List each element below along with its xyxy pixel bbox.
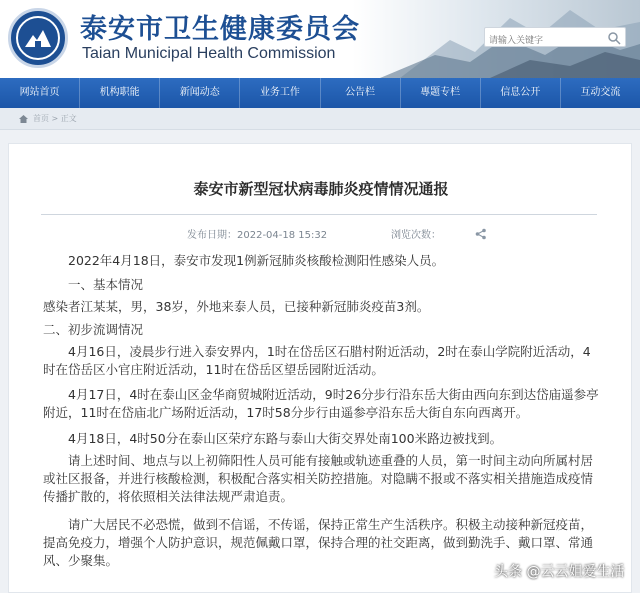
watermark: 头条 @云云姐爱生活 bbox=[494, 564, 625, 580]
nav-item-interaction[interactable]: 互动交流 bbox=[580, 87, 621, 98]
home-icon[interactable] bbox=[18, 114, 29, 124]
section-heading-basic: 一、基本情况 bbox=[68, 277, 144, 292]
article-title: 泰安市新型冠状病毒肺炎疫情情况通报 bbox=[193, 180, 449, 198]
breadcrumb-text[interactable]: 首页 > 正文 bbox=[33, 114, 77, 123]
nav-item-functions[interactable]: 机构职能 bbox=[80, 78, 160, 108]
site-title: 泰安市卫生健康委员会 bbox=[80, 14, 360, 45]
article-paragraph: 感染者江某某，男，38岁，外地来泰人员，已接种新冠肺炎疫苗3剂。 bbox=[43, 299, 430, 314]
site-subtitle: Taian Municipal Health Commission bbox=[82, 45, 336, 62]
article-paragraph: 4月16日，凌晨步行进入泰安界内，1时在岱岳区石腊村附近活动，2时在泰山学院附近活动，4时在岱岳区小官庄附近活动，11时在岱岳区望岳园附近活动。 bbox=[43, 344, 591, 377]
article-panel bbox=[8, 143, 632, 593]
nav-item-work[interactable]: 业务工作 bbox=[240, 78, 320, 108]
section-heading-trace: 二、初步流调情况 bbox=[43, 322, 144, 337]
article-paragraph: 4月17日，4时在泰山区金华商贸城附近活动，9时26分步行沿东岳大街由西向东到达岱庙遥参亭附近，11时在岱庙北广场附近活动，17时58分步行由遥参亭沿东岳大街自东向西离开。 bbox=[43, 387, 599, 420]
title-divider bbox=[41, 214, 597, 215]
share-icon[interactable] bbox=[475, 228, 487, 240]
search-input[interactable] bbox=[485, 32, 603, 50]
article-paragraph: 请广大居民不必恐慌，做到不信谣，不传谣，保持正常生产生活秩序。积极主动接种新冠疫苗，提高免疫力，增强个人防护意识，规范佩戴口罩，保持合理的社交距离，做到勤洗手、戴口罩、常通风、少聚集。 bbox=[43, 517, 594, 568]
search-box bbox=[484, 27, 626, 47]
main-nav bbox=[0, 78, 640, 108]
breadcrumb bbox=[0, 108, 640, 130]
nav-item-news[interactable]: 新闻动态 bbox=[160, 78, 240, 108]
nav-item-disclosure[interactable]: 信息公开 bbox=[481, 78, 561, 108]
search-icon[interactable] bbox=[607, 31, 621, 45]
site-header bbox=[0, 0, 640, 78]
article-paragraph: 请上述时间、地点与以上初筛阳性人员可能有接触或轨迹重叠的人员，第一时间主动向所属村居或社区报备，并进行核酸检测，积极配合落实相关防控措施。对隐瞒不报或不落实相关措施造成疫情传播扩散的，将依照相关法律法规严肃追责。 bbox=[43, 453, 594, 504]
publish-date: 发布日期：2022-04-18 15:32 bbox=[187, 230, 328, 241]
view-count: 浏览次数： bbox=[391, 230, 441, 241]
nav-item-home[interactable]: 网站首页 bbox=[0, 78, 80, 108]
article-paragraph: 4月18日，4时50分在泰山区荣疗东路与泰山大街交界处南100米路边被找到。 bbox=[68, 431, 503, 446]
nav-item-topics[interactable]: 專题专栏 bbox=[401, 78, 481, 108]
nav-item-notices[interactable]: 公告栏 bbox=[321, 78, 401, 108]
article-paragraph: 2022年4月18日，泰安市发现1例新冠肺炎核酸检测阳性感染人员。 bbox=[68, 253, 445, 268]
commission-emblem-logo[interactable] bbox=[8, 8, 68, 68]
